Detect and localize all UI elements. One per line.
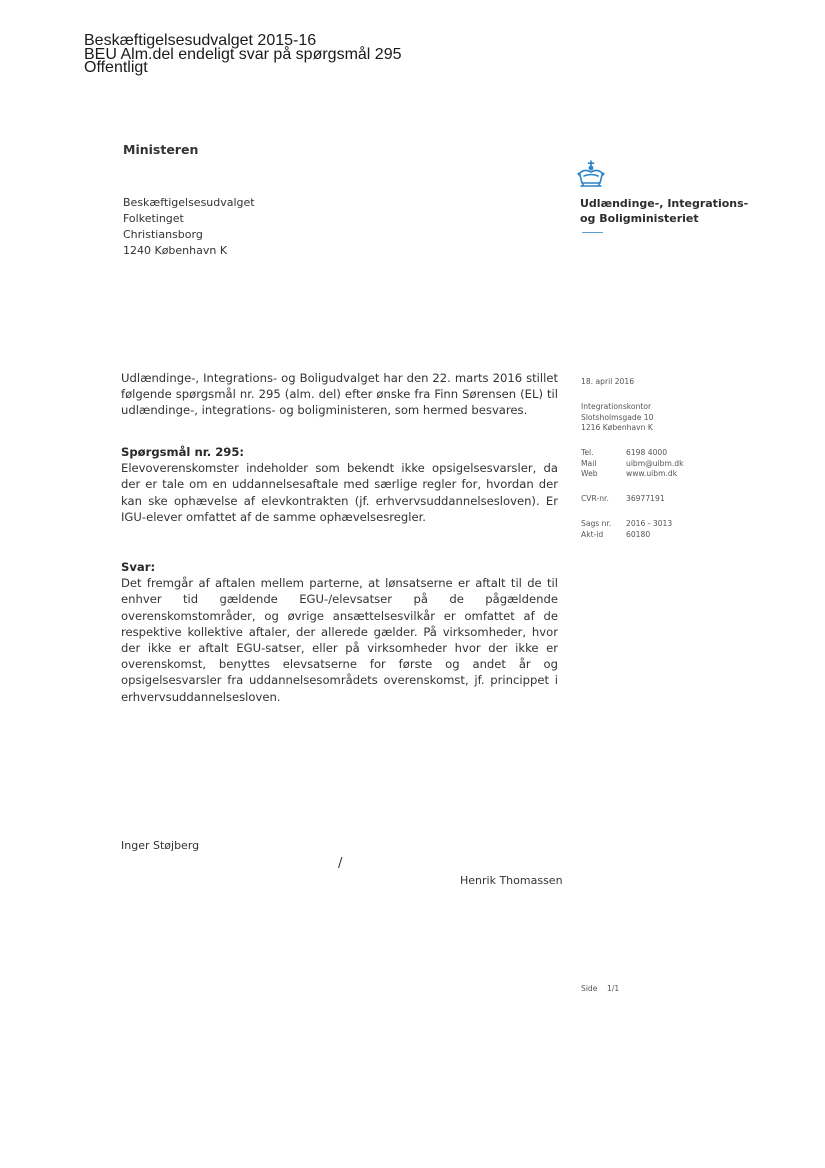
office-name: Integrationskontor (581, 402, 652, 411)
signature-minister: Inger Støjberg (121, 839, 200, 852)
office-city: 1216 København K (581, 423, 653, 432)
office-address (581, 402, 653, 434)
ministry-accent-rule (582, 232, 603, 233)
answer-text: Det fremgår af aftalen mellem parterne, at lønsatserne er aftalt til de til enhver tid gældende EGU-/elevsatser på de pågældende overenskomstområder, og øvrige ansættelsesvilkår er omfattet af de respektive kollektive aftaler, der allerede gælder. På virksomheder, hvor der ikke er aftalt EGU-satser, eller på virksomheder hvor der ikke er overenskomst, benyttes elevsatserne for første og andet år og opsigelsesvarsler fra uddannelsesområdets overenskomst, jf. princippet i erhvervsuddannelsesloven. (121, 576, 558, 704)
case-row-act-id: Akt-id 60180 (581, 529, 651, 539)
answer-section (121, 559, 558, 705)
intro-paragraph (121, 370, 558, 419)
ministry-name-line: og Boligministeriet (580, 212, 699, 225)
recipient-line: Christiansborg (123, 228, 203, 241)
crown-icon (575, 160, 607, 190)
question-heading: Spørgsmål nr. 295: (121, 445, 245, 459)
header-committee: Beskæftigelsesudvalget 2015-16 (84, 32, 317, 49)
office-street: Slotsholmsgade 10 (581, 412, 654, 422)
contact-details (581, 448, 684, 480)
header-status: Offentligt (84, 59, 148, 76)
case-references (581, 519, 672, 540)
answer-heading: Svar: (121, 560, 156, 574)
sender-label: Ministeren (123, 142, 199, 157)
question-text: Elevoverenskomster indeholder som bekendt ikke opsigelsesvarsler, da der er tale om en uddannelsesaftale med særlige regler for, hvordan der kan ske ophævelse af elevkontrakten (jf. erhvervsuddannelsesloven). Er IGU-elever omfattet af de samme ophævelsesregler. (121, 461, 558, 524)
intro-text: Udlændinge-, Integrations- og Boligudvalget har den 22. marts 2016 stillet følgende spørgsmål nr. 295 (alm. del) efter ønske fra Finn Sørensen (EL) til udlændinge-, integrations- og boligministeren, som hermed besvares. (121, 371, 558, 418)
contact-row-web: Web www.uibm.dk (581, 469, 678, 478)
ministry-name-line: Udlændinge-, Integrations- (580, 197, 749, 210)
signature-official: Henrik Thomassen (460, 874, 563, 887)
header-document-title: BEU Alm.del endeligt svar på spørgsmål 295 (84, 46, 402, 63)
letter-date: 18. april 2016 (581, 377, 635, 386)
recipient-line: Beskæftigelsesudvalget (123, 196, 255, 209)
contact-row-mail: Mail uibm@uibm.dk (581, 458, 684, 468)
recipient-address (123, 195, 255, 259)
page-number: Side 1/1 (581, 984, 620, 993)
ministry-name (580, 196, 748, 226)
question-section (121, 444, 558, 525)
cvr-number: CVR-nr. 36977191 (581, 494, 665, 503)
case-row-number: Sags nr. 2016 - 3013 (581, 519, 673, 528)
recipient-line: Folketinget (123, 212, 184, 225)
signature-separator: / (338, 856, 343, 871)
recipient-line: 1240 København K (123, 244, 228, 257)
contact-row-phone: Tel. 6198 4000 (581, 448, 668, 457)
